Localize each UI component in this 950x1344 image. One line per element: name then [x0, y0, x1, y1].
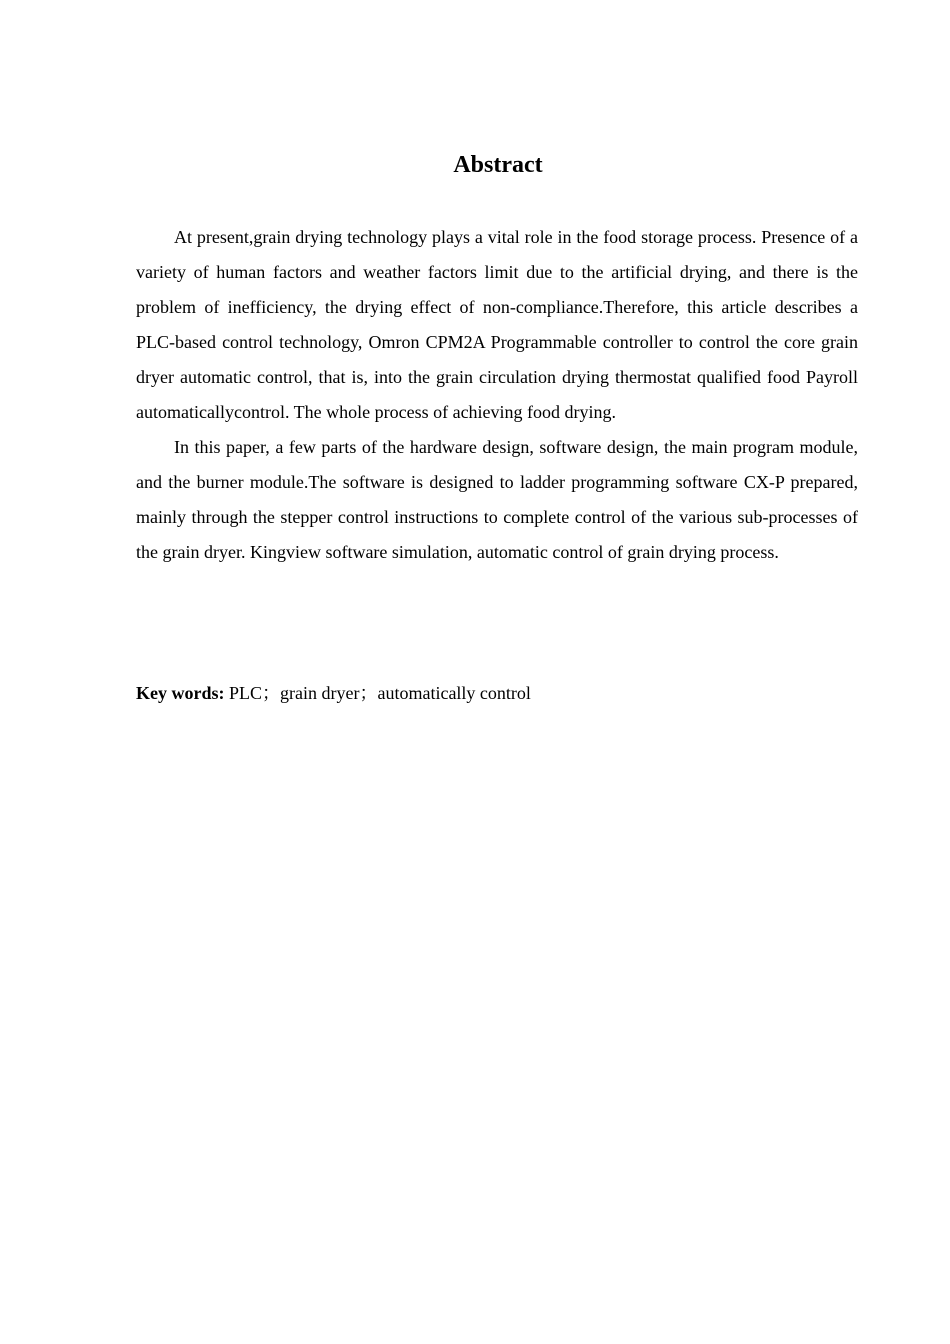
abstract-paragraph-1: At present,grain drying technology plays a vital role in the food storage process. Presence of a variety of human factors and weather factors limit due to the artificial drying, and there is the problem of inefficiency, the drying effect of non-compliance.Therefore, this article describes a PLC-based control technology, Omron CPM2A Programmable controller to control the core grain dryer automatic control, that is, into the grain circulation drying thermostat qualified food Payroll automaticallycontrol. The whole process of achieving food drying. — [136, 227, 858, 422]
abstract-body — [136, 220, 858, 570]
keywords-label: Key words: — [136, 683, 225, 703]
keywords-text: PLC；grain dryer；automatically control — [224, 683, 531, 703]
abstract-paragraph-2: In this paper, a few parts of the hardware design, software design, the main program module, and the burner module.The software is designed to ladder programming software CX-P prepared, mainly through the stepper control instructions to complete control of the various sub-processes of the grain dryer. Kingview software simulation, automatic control of grain drying process. — [136, 437, 858, 562]
abstract-title: Abstract — [453, 152, 543, 178]
keywords-line — [136, 676, 858, 711]
